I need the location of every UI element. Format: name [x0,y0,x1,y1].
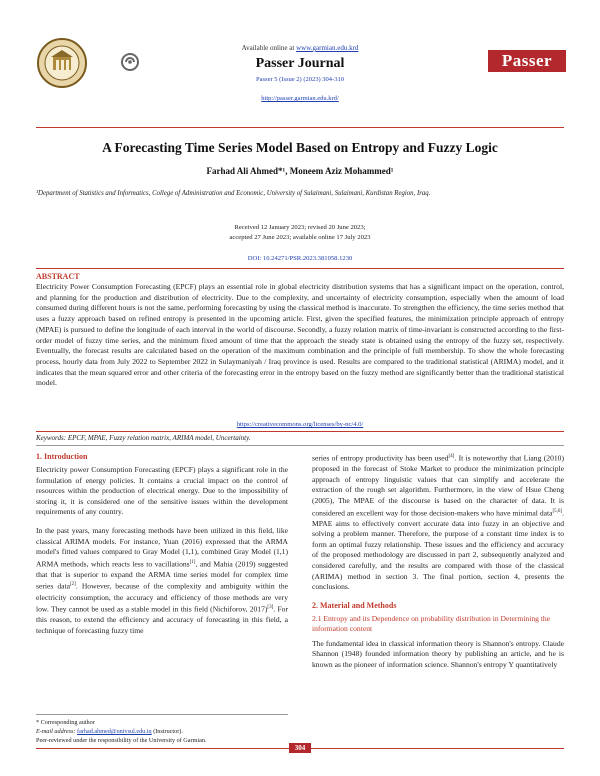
email-link[interactable]: farhad.ahmed@univsul.edu.iq [77,728,152,735]
corresponding-author: * Corresponding author [36,719,95,726]
availability-prefix: Available online at [241,44,297,52]
keywords: Keywords: EPCF, MPAE, Fuzzy relation matrix, ARIMA model, Uncertainty. [36,434,251,442]
citation-2[interactable]: [2] [70,582,76,588]
abstract-top-divider [36,268,564,269]
header-divider [36,127,564,128]
garmian-link[interactable]: www.garmian.edu.krd [296,44,359,52]
intro-p2-part-c: . However, because of the complexity and ambiguity within the electricity consumption, the accuracy and efficiency of those methods are very low. They cannot be used as a stable model in this field (Nichiforov, 2017) [36,582,289,614]
citation-4[interactable]: [4] [448,454,455,459]
intro-p2-part-b: , and Mahia (2019) suggested that that is superior to expand the ARMA time series model for complex time series data [36,559,288,591]
article-title: A Forecasting Time Series Model Based on Entropy and Fuzzy Logic [102,140,498,155]
citation-1[interactable]: [1] [189,559,196,565]
license-link[interactable]: https://creativecommons.org/licenses/by-nc/4.0/ [236,421,364,428]
dates-line-1: Received 12 January 2023; revised 20 June 2023; [234,224,366,231]
intro-paragraph-3 [312,452,564,593]
university-seal [36,37,88,89]
right-column [312,452,564,679]
article-dates [150,223,450,243]
section-2-1-paragraph: The fundamental idea in classical information theory is Shannon's entropy. Claude Shannon (1948) founded information theory by publishing an article, and he is known as the pioneer of information science. Shannon's entropy Y quantitatively [312,638,564,669]
keywords-divider [36,445,564,446]
citation-3[interactable]: [3] [267,605,274,611]
passer-logo: Passer [488,50,566,72]
dates-line-2: accepted 27 June 2023; available online 17 July 2023 [229,234,371,241]
availability-line [150,44,450,52]
peer-review-note: Peer-reviewed under the responsibility of the University of Garmian. [36,737,207,744]
journal-name: Passer Journal [255,56,345,71]
email-line [36,727,288,736]
citation-5-6[interactable]: [5,6] [552,508,563,514]
page-number: 304 [289,743,311,753]
section-1-title: 1. Introduction [36,452,88,461]
abstract-bottom-divider [36,431,564,432]
affiliation: ¹Department of Statistics and Informatics, College of Administration and Economic, University of Sulaimani, Sulaimani, Kurdistan Region, Iraq. [36,190,431,197]
section-2-title: 2. Material and Methods [312,600,397,610]
intro-p3-part-b: . It is noteworthy that Liang (2010) proposed in the forecast of Stoke Market to produce the minimization principle approach of entropy linguistic values that can simplify and accelerate the extraction of the rough set algorithm. Furthermore, in the view of Hsue Cheng (2005), The MPAE of the discourse is based on the character of data. It is considered an excellent way for those decision-makers who have minimal data [312,453,564,518]
volume-info: Passer 5 (Issue 2) (2023) 304-310 [256,76,344,83]
intro-paragraph-2 [36,526,288,637]
left-column [36,452,288,645]
intro-p3-part-c: . MPAE aims to effectively convert accurate data into fuzzy in an objective and solving a problem manner. Therefore, the purpose of a constant time index is to form an optimal fuzzy relationship. These issues and the efficiency and accuracy of the proposed methodology are discussed in part 2, subsequently analyzed and considered carefully, and the results are compared with those of the classical (ARIMA) method in section 3. The final portion, section 4, presents the conclusions. [312,508,564,592]
authors: Farhad Ali Ahmed*¹, Moneem Aziz Mohammed¹ [206,166,394,176]
intro-p2-part-a: In the past years, many forecasting methods have been utilized in this field, like classical ARIMA models. For instance, Yuan (2016) expressed that the ARMA model's fitted values compared to Gray Model (1,1), combined Gray Model (1,1) ARMA methods, which reacts less to vacillations [36,525,288,569]
journal-header [150,44,450,102]
abstract-heading: ABSTRACT [36,272,80,281]
section-2-1-title: 2.1 Entropy and its Dependence on probability distribution in Determining the information content [312,613,551,634]
intro-p2-part-d: . For this reason, to extend the efficiency and accuracy of forecasting in this field, a technique of forecasting fuzzy time [36,604,288,635]
doi[interactable]: DOI: 10.24271/PSR.2023.381058.1230 [247,255,353,262]
intro-paragraph-1: Electricity power Consumption Forecasting (EPCF) plays a significant role in the formulation of energy policies. It contains a crucial impact on the control of resources within the production of electrical energy. Due to the impossibility of storing it, it is considered one of the sensitive issues within the development requirements of any country. [36,465,288,517]
abstract-text: Electricity Power Consumption Forecasting (EPCF) plays an essential role in global electricity distribution systems that has a significant impact on the operation, control, and planning for the production and distribution of electricity. Due to the complexity, and uncertainty of electricity consumption, especially when the amount of load consumed during different hours is not the same, performing forecasting by using the classical method is inaccurate. To strengthen the efficiency, the time series method that uses a fuzzy approach based on refined entropy is presented in the upcoming article. First, given the specified features, the minimization principle approach of entropy (MPAE) is pursued to define the longitude of each interval in the world of discourse. Secondly, a fuzzy relation matrix of time-invariant is constructed according to the first-order model of fuzzy time series, and the minimum fixed amount of time that the approach the steady state is obtained using the entropy of the fuzzy set, respectively. Eventually, the forecast results are calculated based on the operation of the maximum combination and the principle of full membership. To show the whole forecasting process, hourly data from July 2022 to September 2022 in Sulaymaniyah / Iraq province is used. Results are compared to the traditional statistical (ARIMA) model, and it indicates that the mean squared error and other criteria of the forecasting error in the entropy based on the fuzzy method are significantly better than the traditional statistical model. [36,282,564,388]
email-role: (Instructor). [151,728,183,735]
footnote [36,714,288,745]
intro-p3-part-a: series of entropy productivity has been used [312,453,449,463]
email-label: E-mail address: [36,728,78,735]
journal-url-link[interactable]: http://passer.garmian.edu.krd/ [261,95,339,102]
open-access-icon [120,52,140,72]
